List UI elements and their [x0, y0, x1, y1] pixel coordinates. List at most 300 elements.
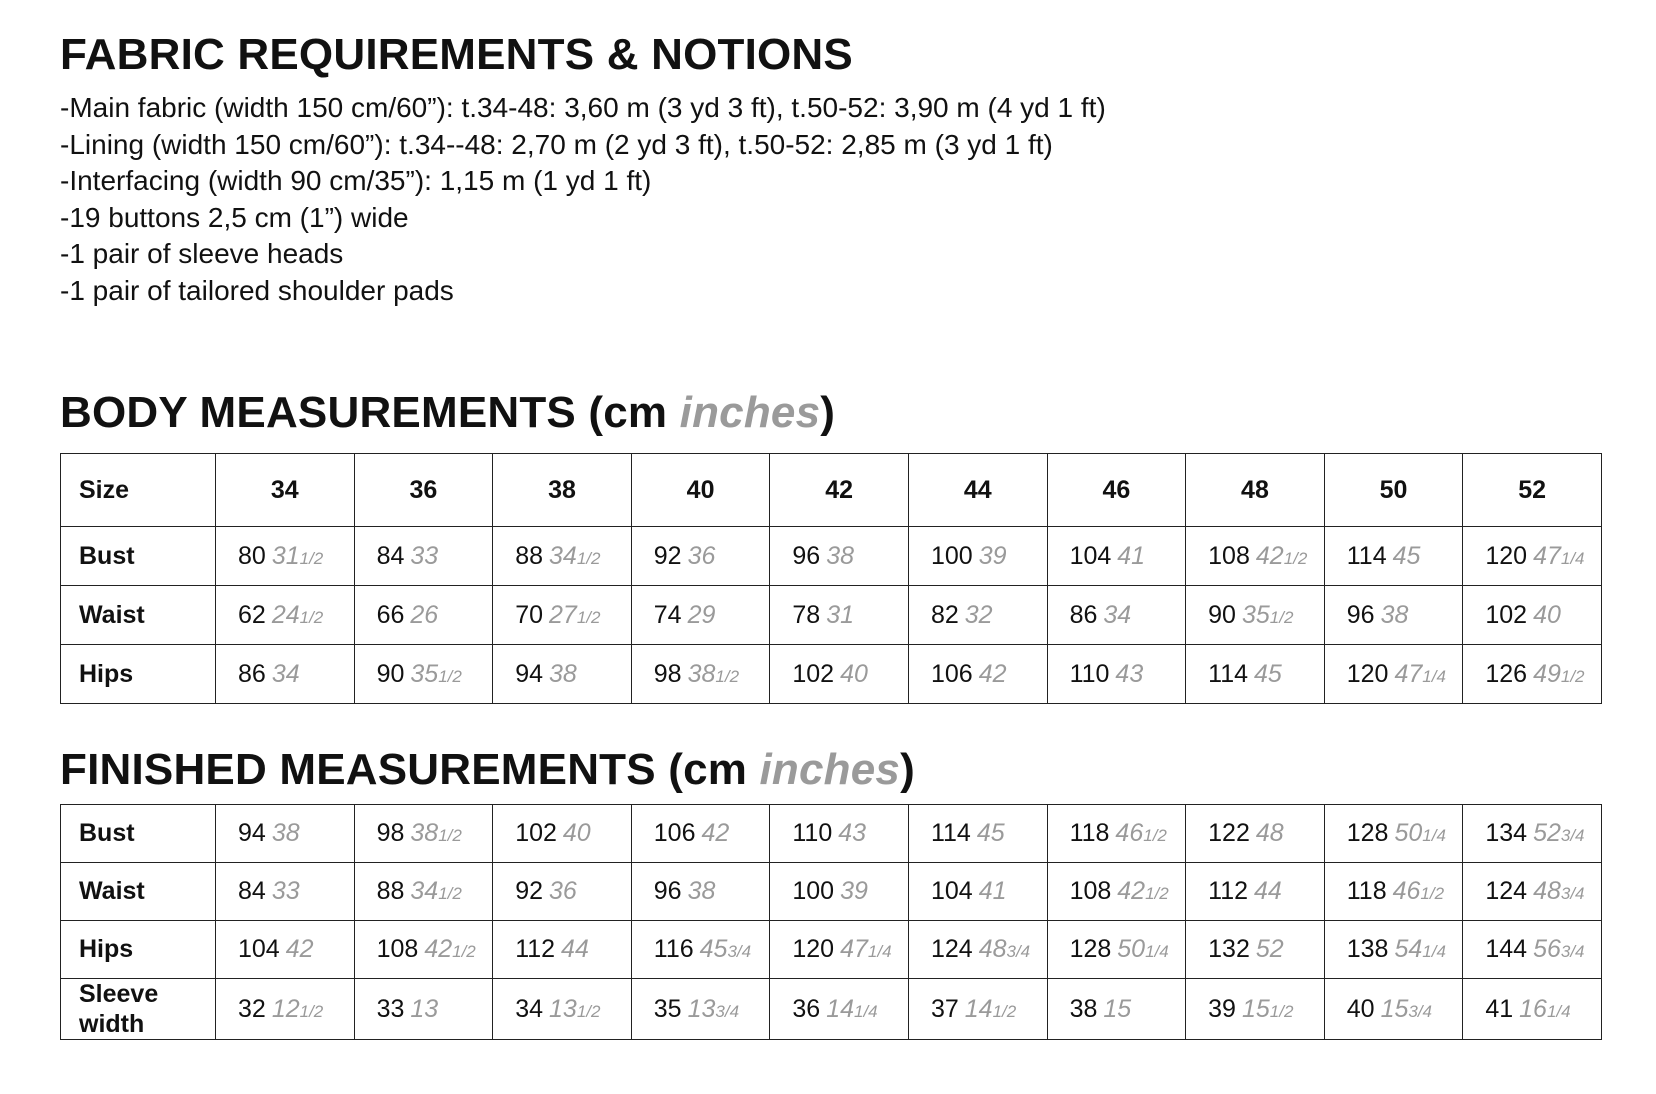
measurement-cell [1047, 645, 1186, 704]
measurement-cell [908, 863, 1047, 921]
inch-value [1115, 660, 1143, 688]
notion-line: -Main fabric (width 150 cm/60”): t.34-48: 3,60 m (3 yd 3 ft), t.50-52: 3,90 m (4 yd 1 ft) [60, 92, 1106, 123]
inch-fraction: 1/2 [576, 607, 601, 627]
inch-whole: 34 [271, 659, 300, 688]
inch-whole: 13 [410, 994, 439, 1023]
inch-whole: 44 [561, 935, 589, 963]
size-header-cell: 42 [770, 454, 909, 527]
cm-value: 120 [1485, 541, 1528, 570]
measurement-cell [354, 979, 493, 1040]
inch-value [1242, 601, 1293, 629]
measurement-cell [908, 921, 1047, 979]
inch-value [1381, 995, 1432, 1023]
row-label: Bust [61, 527, 216, 586]
heading-close: ) [820, 388, 836, 437]
inch-whole: 56 [1533, 935, 1561, 963]
inch-fraction: 1/2 [299, 1001, 324, 1021]
inch-value [1393, 877, 1444, 905]
inch-whole: 27 [549, 600, 577, 629]
cm-value: 120 [1346, 659, 1389, 688]
size-header-cell: 34 [216, 454, 355, 527]
measurement-cell [631, 527, 770, 586]
finished-measurements-heading [60, 745, 915, 795]
measurement-cell [1324, 863, 1463, 921]
inch-value [410, 819, 461, 847]
inch-whole: 48 [1255, 819, 1284, 847]
cm-value: 122 [1208, 819, 1250, 847]
measurement-cell [770, 527, 909, 586]
measurement-cell [770, 979, 909, 1040]
inch-whole: 14 [964, 994, 993, 1023]
cm-value: 100 [930, 541, 973, 570]
inch-fraction: 3/4 [715, 1001, 740, 1021]
measurement-cell [1186, 921, 1325, 979]
measurement-cell [216, 979, 355, 1040]
measurement-cell [1186, 863, 1325, 921]
cm-value: 124 [930, 935, 973, 963]
measurement-cell [1463, 586, 1602, 645]
measurement-cell [216, 921, 355, 979]
cm-value: 90 [376, 659, 405, 688]
inch-whole: 38 [549, 659, 577, 688]
measurement-cell [1186, 805, 1325, 863]
inch-value [272, 995, 323, 1023]
inch-value [424, 935, 475, 963]
row-label: Bust [61, 805, 216, 863]
cm-value: 80 [238, 541, 266, 570]
cm-value: 37 [930, 994, 959, 1023]
inch-value [1394, 819, 1445, 847]
inch-whole: 14 [826, 994, 854, 1023]
inch-value [549, 542, 600, 570]
inch-value [549, 995, 600, 1023]
cm-value: 39 [1208, 994, 1236, 1023]
measurement-cell [1047, 921, 1186, 979]
inch-whole: 39 [978, 541, 1007, 570]
inch-whole: 34 [549, 541, 577, 570]
cm-value: 106 [653, 819, 696, 847]
measurement-cell [908, 805, 1047, 863]
measurement-cell [770, 645, 909, 704]
measurement-cell [216, 586, 355, 645]
inch-value [410, 877, 461, 905]
measurement-cell [908, 586, 1047, 645]
inch-value [979, 935, 1030, 963]
inch-fraction: 1/2 [1145, 884, 1169, 903]
size-header-cell: 38 [493, 454, 632, 527]
cm-value: 62 [238, 600, 266, 629]
inch-whole: 38 [1380, 600, 1409, 629]
inch-whole: 41 [1117, 541, 1146, 570]
cm-value: 112 [1208, 877, 1249, 905]
inch-fraction: 3/4 [1408, 1001, 1433, 1021]
row-label: Waist [61, 586, 216, 645]
inch-whole: 42 [285, 935, 314, 963]
measurement-cell [631, 645, 770, 704]
cm-value: 110 [792, 819, 833, 847]
measurement-cell [1186, 979, 1325, 1040]
inch-value [700, 935, 751, 963]
cm-value: 104 [1069, 541, 1112, 570]
size-header-cell: 52 [1463, 454, 1602, 527]
inch-value [272, 819, 300, 847]
measurement-cell [493, 979, 632, 1040]
inch-whole: 42 [1117, 877, 1146, 905]
cm-value: 110 [1069, 659, 1110, 688]
measurement-cell [1047, 586, 1186, 645]
size-header-cell: 50 [1324, 454, 1463, 527]
inch-value [1381, 601, 1409, 629]
inch-value [286, 935, 314, 963]
inch-value [410, 601, 438, 629]
cm-value: 124 [1485, 877, 1528, 905]
measurement-cell [1047, 863, 1186, 921]
inch-value [1256, 542, 1307, 570]
cm-value: 114 [1208, 659, 1249, 688]
cm-value: 74 [653, 600, 682, 629]
inch-value [549, 660, 577, 688]
inch-value [979, 877, 1007, 905]
heading-close: ) [900, 745, 915, 794]
inch-fraction: 1/2 [299, 607, 324, 627]
inch-whole: 40 [840, 659, 868, 688]
measurement-cell [1463, 979, 1602, 1040]
measurement-cell [354, 805, 493, 863]
inch-whole: 35 [1241, 600, 1270, 629]
measurement-cell [1047, 805, 1186, 863]
cm-value: 36 [792, 994, 821, 1023]
inch-fraction: 3/4 [727, 942, 752, 961]
inch-value [1533, 819, 1584, 847]
inch-fraction: 3/4 [1560, 826, 1585, 845]
inch-fraction: 1/2 [452, 942, 476, 961]
inch-value [1115, 819, 1166, 847]
inch-value [979, 660, 1007, 688]
measurement-cell [1463, 921, 1602, 979]
inch-value [965, 995, 1016, 1023]
measurement-cell [1324, 979, 1463, 1040]
inch-fraction: 1/2 [576, 1001, 601, 1021]
inch-fraction: 1/2 [1269, 607, 1294, 627]
measurement-cell [1463, 645, 1602, 704]
measurement-cell [216, 645, 355, 704]
inch-value [272, 601, 323, 629]
inch-value [688, 542, 716, 570]
notion-line: -Lining (width 150 cm/60”): t.34--48: 2,70 m (2 yd 3 ft), t.50-52: 2,85 m (3 yd 1 ft) [60, 128, 1053, 160]
inch-fraction: 1/2 [1283, 548, 1308, 568]
cm-value: 86 [1069, 600, 1098, 629]
row-label: Waist [61, 863, 216, 921]
inch-value [1533, 660, 1584, 688]
inch-whole: 24 [271, 600, 300, 629]
inch-whole: 38 [410, 819, 439, 847]
inch-value [1533, 935, 1584, 963]
cm-value: 90 [1208, 600, 1236, 629]
measurement-cell [493, 645, 632, 704]
cm-value: 132 [1208, 935, 1250, 963]
inch-whole: 47 [1394, 659, 1423, 688]
inch-value [1117, 877, 1168, 905]
inch-whole: 38 [687, 877, 716, 905]
measurement-cell [1463, 863, 1602, 921]
size-header-row [61, 454, 1602, 527]
inch-whole: 46 [1392, 877, 1421, 905]
inch-whole: 43 [838, 819, 867, 847]
cm-value: 82 [930, 600, 959, 629]
inch-whole: 29 [687, 600, 716, 629]
cm-value: 108 [376, 935, 419, 963]
inch-whole: 45 [699, 935, 728, 963]
measurement-cell [493, 805, 632, 863]
cm-value: 70 [515, 600, 543, 629]
size-header-cell: 36 [354, 454, 493, 527]
inch-value [561, 935, 589, 963]
inch-whole: 49 [1533, 659, 1561, 688]
cm-value: 108 [1069, 877, 1112, 905]
inch-value [1533, 877, 1584, 905]
inch-whole: 34 [1103, 600, 1132, 629]
measurement-cell [631, 921, 770, 979]
inch-fraction: 1/2 [992, 1001, 1017, 1021]
inch-value [272, 542, 323, 570]
inch-whole: 42 [424, 935, 453, 963]
inch-value [1256, 819, 1284, 847]
inch-fraction: 1/4 [1422, 666, 1446, 686]
measurement-cell [1047, 979, 1186, 1040]
inch-value [826, 995, 877, 1023]
cm-value: 41 [1485, 994, 1514, 1023]
body-measurements-heading [60, 388, 835, 438]
measurement-cell [493, 586, 632, 645]
row-label: Hips [61, 921, 216, 979]
inch-fraction: 1/4 [867, 942, 892, 961]
cm-value: 84 [376, 541, 405, 570]
notions-list [60, 90, 1106, 309]
notion-line: -Interfacing (width 90 cm/35”): 1,15 m (1 yd 1 ft) [60, 165, 652, 196]
inch-value [549, 601, 600, 629]
cm-value: 88 [376, 877, 405, 905]
inch-whole: 35 [410, 659, 439, 688]
row-label: Hips [61, 645, 216, 704]
inch-value [563, 819, 591, 847]
inch-value [840, 660, 868, 688]
cm-value: 112 [515, 935, 556, 963]
cm-value: 32 [238, 994, 266, 1023]
row-label [61, 979, 216, 1040]
measurement-cell [1186, 586, 1325, 645]
inch-value [1533, 601, 1561, 629]
cm-value: 102 [515, 819, 557, 847]
cm-value: 106 [930, 659, 973, 688]
cm-value: 114 [1346, 541, 1387, 570]
table-row [61, 645, 1602, 704]
table-row [61, 805, 1602, 863]
inch-fraction: 3/4 [1560, 942, 1585, 961]
measurement-cell [770, 586, 909, 645]
row-label-line: width [79, 1010, 145, 1038]
cm-value: 118 [1346, 877, 1387, 905]
measurement-cell [216, 805, 355, 863]
cm-value: 86 [238, 659, 266, 688]
inch-whole: 38 [271, 819, 300, 847]
inch-fraction: 1/2 [1560, 666, 1585, 686]
inch-whole: 44 [1254, 877, 1282, 905]
cm-value: 114 [930, 819, 971, 847]
inch-fraction: 1/4 [1145, 942, 1169, 961]
inch-value [1256, 935, 1284, 963]
size-header-cell: 40 [631, 454, 770, 527]
cm-value: 92 [515, 877, 543, 905]
measurement-cell [908, 645, 1047, 704]
measurement-cell [770, 863, 909, 921]
inch-fraction: 1/2 [438, 826, 462, 845]
inch-whole: 15 [1103, 994, 1132, 1023]
measurement-cell [493, 863, 632, 921]
inch-whole: 50 [1117, 935, 1146, 963]
cm-value: 108 [1208, 541, 1250, 570]
inch-value [410, 660, 461, 688]
cm-value: 34 [515, 994, 543, 1023]
inch-whole: 45 [976, 819, 1005, 847]
inch-fraction: 1/2 [1143, 826, 1167, 845]
inch-whole: 48 [1533, 877, 1561, 905]
inch-value [1393, 542, 1421, 570]
cm-value: 118 [1069, 819, 1110, 847]
inch-fraction: 1/2 [1420, 884, 1445, 903]
heading-inches: inches [679, 388, 821, 437]
cm-value: 33 [376, 994, 405, 1023]
inch-value [1394, 935, 1445, 963]
cm-value: 102 [1485, 600, 1528, 629]
heading-text: FINISHED MEASUREMENTS (cm [60, 745, 760, 794]
cm-value: 116 [653, 935, 694, 963]
table-row [61, 921, 1602, 979]
measurement-cell [493, 921, 632, 979]
inch-value [688, 601, 716, 629]
cm-value: 134 [1485, 819, 1528, 847]
cm-value: 88 [515, 541, 543, 570]
inch-whole: 52 [1533, 819, 1561, 847]
cm-value: 104 [238, 935, 280, 963]
inch-whole: 45 [1392, 541, 1421, 570]
table-row [61, 979, 1602, 1040]
measurement-cell [1186, 645, 1325, 704]
inch-value [1254, 660, 1282, 688]
measurement-cell [216, 863, 355, 921]
cm-value: 94 [238, 819, 266, 847]
inch-value [826, 542, 854, 570]
table-row [61, 527, 1602, 586]
measurement-cell [908, 527, 1047, 586]
inch-fraction: 1/2 [715, 666, 740, 686]
inch-value [1533, 542, 1584, 570]
inch-value [977, 819, 1005, 847]
cm-value: 96 [1346, 600, 1375, 629]
inch-whole: 48 [978, 935, 1007, 963]
inch-whole: 13 [687, 994, 716, 1023]
cm-value: 96 [792, 541, 821, 570]
inch-fraction: 1/2 [576, 548, 601, 568]
inch-whole: 54 [1394, 935, 1423, 963]
cm-value: 138 [1346, 935, 1389, 963]
measurement-cell [770, 921, 909, 979]
inch-value [1519, 995, 1570, 1023]
inch-fraction: 1/4 [1546, 1001, 1571, 1021]
measurement-cell [908, 979, 1047, 1040]
cm-value: 40 [1346, 994, 1375, 1023]
cm-value: 98 [376, 819, 405, 847]
inch-whole: 33 [271, 877, 300, 905]
inch-value [826, 601, 854, 629]
measurement-cell [354, 645, 493, 704]
inch-value [688, 995, 739, 1023]
inch-whole: 43 [1115, 659, 1144, 688]
measurement-cell [1047, 527, 1186, 586]
cm-value: 98 [653, 659, 682, 688]
inch-whole: 46 [1115, 819, 1144, 847]
measurement-cell [1324, 527, 1463, 586]
inch-whole: 52 [1255, 935, 1284, 963]
inch-value [1394, 660, 1445, 688]
inch-whole: 47 [840, 935, 868, 963]
size-header-cell: 46 [1047, 454, 1186, 527]
inch-whole: 31 [826, 600, 854, 629]
cm-value: 100 [792, 877, 835, 905]
inch-value [965, 601, 993, 629]
inch-fraction: 1/2 [299, 548, 324, 568]
inch-whole: 12 [271, 994, 300, 1023]
cm-value: 66 [376, 600, 405, 629]
inch-value [272, 877, 300, 905]
row-label-line: Sleeve [79, 980, 159, 1008]
inch-whole: 31 [271, 541, 300, 570]
measurement-cell [354, 586, 493, 645]
inch-value [840, 935, 891, 963]
inch-value [1117, 935, 1168, 963]
inch-whole: 38 [687, 659, 716, 688]
notion-line: -1 pair of tailored shoulder pads [60, 274, 454, 306]
measurement-cell [1324, 645, 1463, 704]
inch-whole: 36 [687, 541, 716, 570]
measurement-cell [493, 527, 632, 586]
cm-value: 35 [653, 994, 682, 1023]
inch-value [1103, 601, 1131, 629]
inch-whole: 38 [826, 541, 854, 570]
inch-whole: 42 [978, 659, 1007, 688]
measurement-cell [354, 527, 493, 586]
cm-value: 144 [1485, 935, 1528, 963]
cm-value: 104 [930, 877, 973, 905]
size-label: Size [61, 454, 216, 527]
inch-fraction: 1/2 [438, 666, 462, 686]
measurement-cell [1324, 805, 1463, 863]
cm-value: 96 [653, 877, 682, 905]
inch-value [272, 660, 300, 688]
inch-whole: 15 [1241, 994, 1270, 1023]
inch-value [1103, 995, 1131, 1023]
inch-fraction: 3/4 [1006, 942, 1031, 961]
cm-value: 78 [792, 600, 821, 629]
measurement-cell [1186, 527, 1325, 586]
cm-value: 102 [792, 659, 835, 688]
measurement-cell [1324, 921, 1463, 979]
inch-value [838, 819, 866, 847]
heading-inches: inches [759, 745, 901, 794]
inch-whole: 41 [978, 877, 1007, 905]
inch-value [840, 877, 868, 905]
inch-fraction: 1/4 [1422, 826, 1446, 845]
inch-fraction: 1/2 [438, 884, 462, 903]
